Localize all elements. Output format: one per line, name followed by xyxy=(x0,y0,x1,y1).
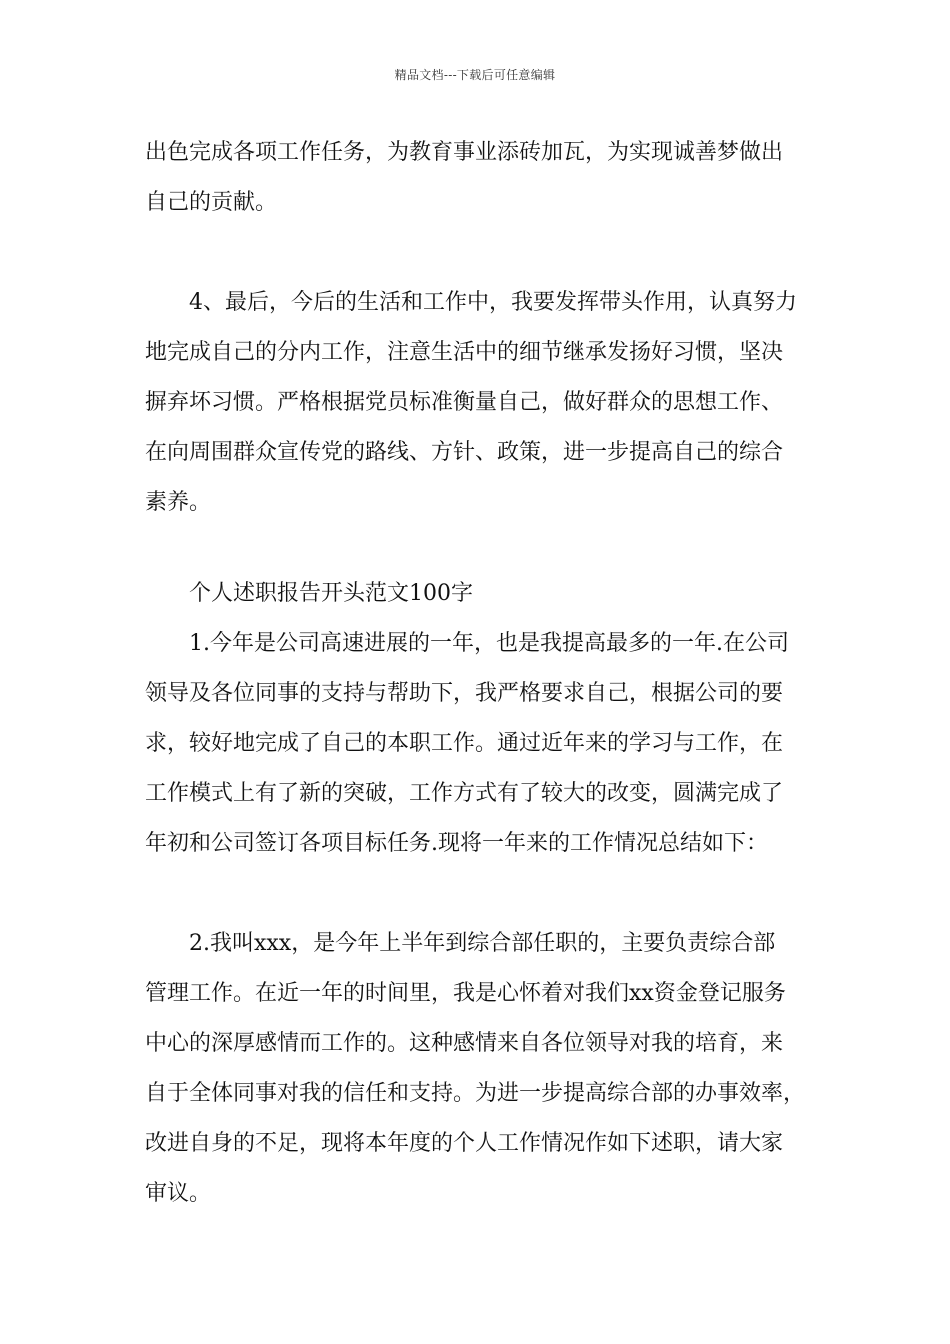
text-line: 1.今年是公司高速进展的一年，也是我提高最多的一年.在公司 xyxy=(189,631,789,656)
text-line: 领导及各位同事的支持与帮助下，我严格要求自己，根据公司的要 xyxy=(145,681,784,706)
text-line: 年初和公司签订各项目标任务.现将一年来的工作情况总结如下： xyxy=(145,831,768,856)
text-line: 2.我叫xxx，是今年上半年到综合部任职的，主要负责综合部 xyxy=(189,931,776,956)
section-heading: 个人述职报告开头范文100字 xyxy=(189,581,473,606)
text-line: 改进自身的不足，现将本年度的个人工作情况作如下述职，请大家 xyxy=(145,1131,784,1156)
text-line: 工作模式上有了新的突破，工作方式有了较大的改变，圆满完成了 xyxy=(145,781,784,806)
paragraph-item-2 xyxy=(145,919,825,1219)
text-line: 在向周围群众宣传党的路线、方针、政策，进一步提高自己的综合 xyxy=(145,440,784,465)
text-line: 素养。 xyxy=(145,490,212,515)
text-line: 4、最后，今后的生活和工作中，我要发挥带头作用，认真努力 xyxy=(189,290,797,315)
text-line: 摒弃坏习惯。严格根据党员标准衡量自己，做好群众的思想工作、 xyxy=(145,390,784,415)
text-line: 中心的深厚感情而工作的。这种感情来自各位领导对我的培育，来 xyxy=(145,1031,784,1056)
text-line: 审议。 xyxy=(145,1181,212,1206)
document-body xyxy=(145,128,825,1219)
paragraph-item-1 xyxy=(145,619,825,869)
text-line: 管理工作。在近一年的时间里，我是心怀着对我们xx资金登记服务 xyxy=(145,981,786,1006)
text-line: 地完成自己的分内工作，注意生活中的细节继承发扬好习惯，坚决 xyxy=(145,340,784,365)
text-line: 自己的贡献。 xyxy=(145,190,278,215)
text-line: 自于全体同事对我的信任和支持。为进一步提高综合部的办事效率， xyxy=(145,1081,806,1106)
paragraph-item-4 xyxy=(145,278,825,528)
text-line: 求，较好地完成了自己的本职工作。通过近年来的学习与工作，在 xyxy=(145,731,784,756)
page-header: 精品文档---下载后可任意编辑 xyxy=(394,68,556,82)
text-line: 出色完成各项工作任务，为教育事业添砖加瓦，为实现诚善梦做出 xyxy=(145,140,784,165)
paragraph-continuation xyxy=(145,128,825,228)
